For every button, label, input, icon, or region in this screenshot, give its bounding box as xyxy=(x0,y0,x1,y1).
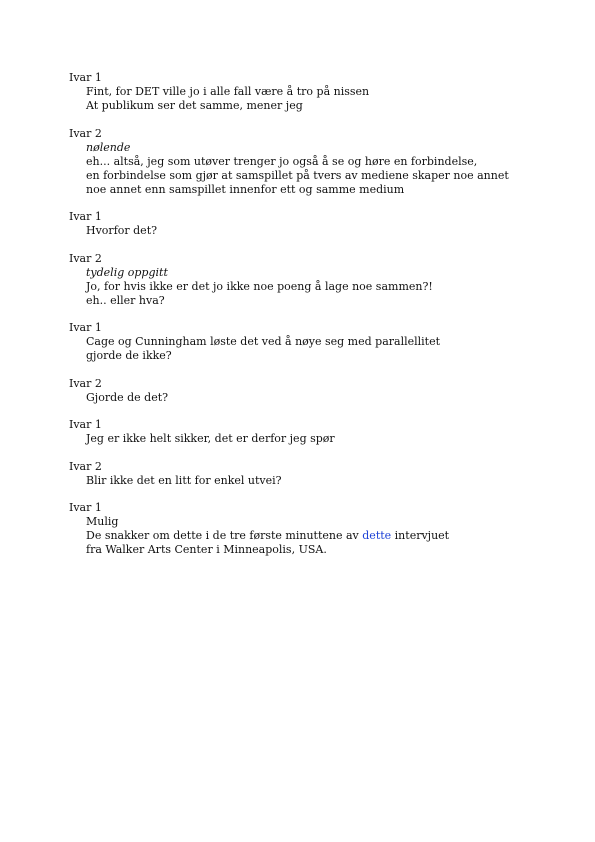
dialogue-line-with-link xyxy=(69,529,569,543)
dialogue-line: Fint, for DET ville jo i alle fall være å tro på nissen xyxy=(86,85,370,98)
dialogue-line: en forbindelse som gjør at samspillet på tvers av mediene skaper noe annet xyxy=(86,168,509,182)
dialogue-block xyxy=(69,501,569,557)
transcript xyxy=(69,71,569,571)
dialogue-block xyxy=(69,460,569,488)
dialogue-line: Gjorde de det? xyxy=(86,390,169,404)
speaker-name: Ivar 2 xyxy=(69,376,102,390)
stage-direction: nølende xyxy=(86,140,131,154)
stage-direction: tydelig oppgitt xyxy=(86,265,168,279)
dialogue-line: Hvorfor det? xyxy=(86,224,158,237)
line-text: De snakker om dette i de tre første minuttene av xyxy=(86,529,363,542)
speaker-name: Ivar 2 xyxy=(69,459,102,473)
speaker-name: Ivar 2 xyxy=(69,251,102,265)
dialogue-line: gjorde de ikke? xyxy=(86,349,172,362)
dialogue-line: At publikum ser det samme, mener jeg xyxy=(86,99,303,112)
dialogue-block xyxy=(69,321,569,363)
interview-link[interactable]: dette xyxy=(362,529,392,542)
dialogue-block xyxy=(69,210,569,238)
dialogue-block xyxy=(69,127,569,197)
dialogue-line: fra Walker Arts Center i Minneapolis, USA. xyxy=(86,543,327,556)
dialogue-block xyxy=(69,252,569,308)
dialogue-block xyxy=(69,71,569,113)
dialogue-line: Mulig xyxy=(86,515,119,528)
speaker-name: Ivar 1 xyxy=(69,501,102,514)
speaker-name: Ivar 2 xyxy=(69,126,102,140)
dialogue-line: Jeg er ikke helt sikker, det er derfor jeg spør xyxy=(86,432,335,445)
speaker-name: Ivar 1 xyxy=(69,210,102,223)
dialogue-line: noe annet enn samspillet innenfor ett og samme medium xyxy=(86,182,405,196)
speaker-name: Ivar 1 xyxy=(69,321,102,334)
dialogue-line: Jo, for hvis ikke er det jo ikke noe poeng å lage noe sammen?! xyxy=(86,279,433,293)
speaker-name: Ivar 1 xyxy=(69,418,102,431)
line-text: intervjuet xyxy=(391,529,450,542)
dialogue-block xyxy=(69,418,569,446)
speaker-name: Ivar 1 xyxy=(69,71,102,84)
dialogue-line: Blir ikke det en litt for enkel utvei? xyxy=(86,473,282,487)
dialogue-line: eh... altså, jeg som utøver trenger jo også å se og høre en forbindelse, xyxy=(86,154,478,168)
dialogue-line: Cage og Cunningham løste det ved å nøye seg med parallellitet xyxy=(86,335,441,348)
dialogue-block xyxy=(69,377,569,405)
dialogue-line: eh.. eller hva? xyxy=(86,293,165,307)
